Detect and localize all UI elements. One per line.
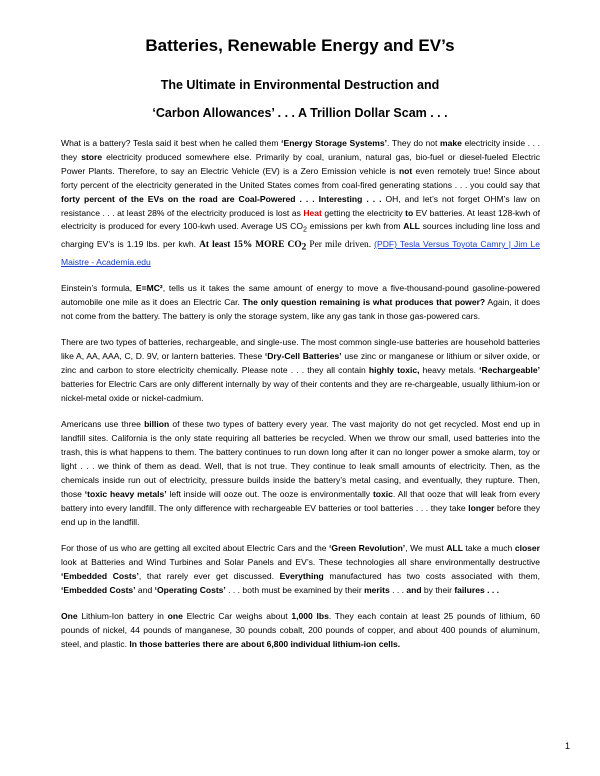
article-body (61, 137, 540, 664)
paragraph-3: There are two types of batteries, rechargeable, and single-use. The most common single-use batteries are household batteries like A, AA, AAA, C, D. 9V, or lantern batteries. These ‘Dry-Cell Batteries’ use zinc or manganese or lithium or silver oxide, or zinc and carbon to store electricity chemically. Please note . . . they all contain highly toxic, heavy metals. ‘Rechargeable’ batteries for Electric Cars are only different internally by way of their contents and they are re-chargeable, usually lithium-ion or nickel-metal oxide or nickel-cadmium. (61, 337, 540, 403)
page-title: Batteries, Renewable Energy and EV’s (145, 36, 455, 55)
paragraph-6: One Lithium-Ion battery in one Electric Car weighs about 1,000 lbs. They each contain at least 25 pounds of lithium, 60 pounds of nickel, 44 pounds of manganese, 30 pounds cobalt, 200 pounds of copper, and about 400 pounds of aluminum, steel, and plastic. In those batteries there are about 6,800 individual lithium-ion cells. (61, 611, 540, 649)
paragraph-5: For those of us who are getting all excited about Electric Cars and the ‘Green Revolution’, We must ALL take a much closer look at Batteries and Wind Turbines and Solar Panels and EV’s. These technologies all share environmentally destructive ‘Embedded Costs’, that rarely ever get discussed. Everything manufactured has two costs associated with them, ‘Embedded Costs’ and ‘Operating Costs’ . . . both must be examined by their merits . . . and by their failures . . . (61, 543, 541, 595)
page-number: 1 (564, 741, 570, 751)
subtitle-line-2: ‘Carbon Allowances’ . . . A Trillion Dollar Scam . . . (152, 106, 448, 120)
paragraph-1: What is a battery? Tesla said it best when he called them ‘Energy Storage Systems’. They do not make electricity inside . . . they store electricity produced somewhere else. Primarily by coal, uranium, natural gas, bio-fuel or diesel-fueled Electric Power Plants. Therefore, to say an Electric Vehicle (EV) is a Zero Emission vehicle is not even remotely true! Since about forty percent of the electricity generated in the United States comes from coal-fired generating stations . . . you could say that forty percent of the EVs on the road are Coal-Powered . . . Interesting . . . OH, and let’s not forget OHM’s law on resistance . . . at least 28% of the electricity produced is lost as Heat getting the electricity to EV batteries. At least 128-kwh of electricity is produced for every 100-kwh used. Average US $CO_2$ emissions per kwh from ALL sources including line loss and charging EV’s is 1.19 lbs. per kwh. At least 15% MORE $CO_2$ Per mile driven. (PDF) Tesla Versus Toyota Camry | Jim Le Maistre - Academia.edu (61, 138, 540, 267)
paragraph-4: Americans use three billion of these two types of battery every year. The vast majority do not get recycled. Most end up in landfill sites. California is the only state requiring all batteries be recycled. When we throw our small, used batteries into the trash, this is what happens to them. The battery continues to run down long after it can no longer power a smoke alarm, toy or light . . . we think of them as dead. Well, that is not true. They continue to leak small amounts of electricity. Then, as the chemicals inside run out of electricity, pressure builds inside the battery’s metal casing, and eventually, they rupture. Then, those ‘toxic heavy metals’ left inside will ooze out. The ooze is environmentally toxic. All that ooze that will leak from every battery into every landfill. The only difference with rechargeable EV batteries or tool batteries . . . they take longer before they end up in the landfill. (61, 419, 541, 527)
subtitle-line-1: The Ultimate in Environmental Destruction and (160, 78, 440, 92)
paragraph-2: Einstein’s formula, E=MC², tells us it takes the same amount of energy to move a five-thousand-pound gasoline-powered automobile one mile as it does an Electric Car. The only question remaining is what produces that power? Again, it does not come from the battery. The battery is only the storage system, like any gas tank in those gas-powered cars. (61, 283, 541, 321)
academia-link[interactable]: (PDF) Tesla Versus Toyota Camry | Jim Le Maistre - Academia.edu (61, 239, 540, 267)
